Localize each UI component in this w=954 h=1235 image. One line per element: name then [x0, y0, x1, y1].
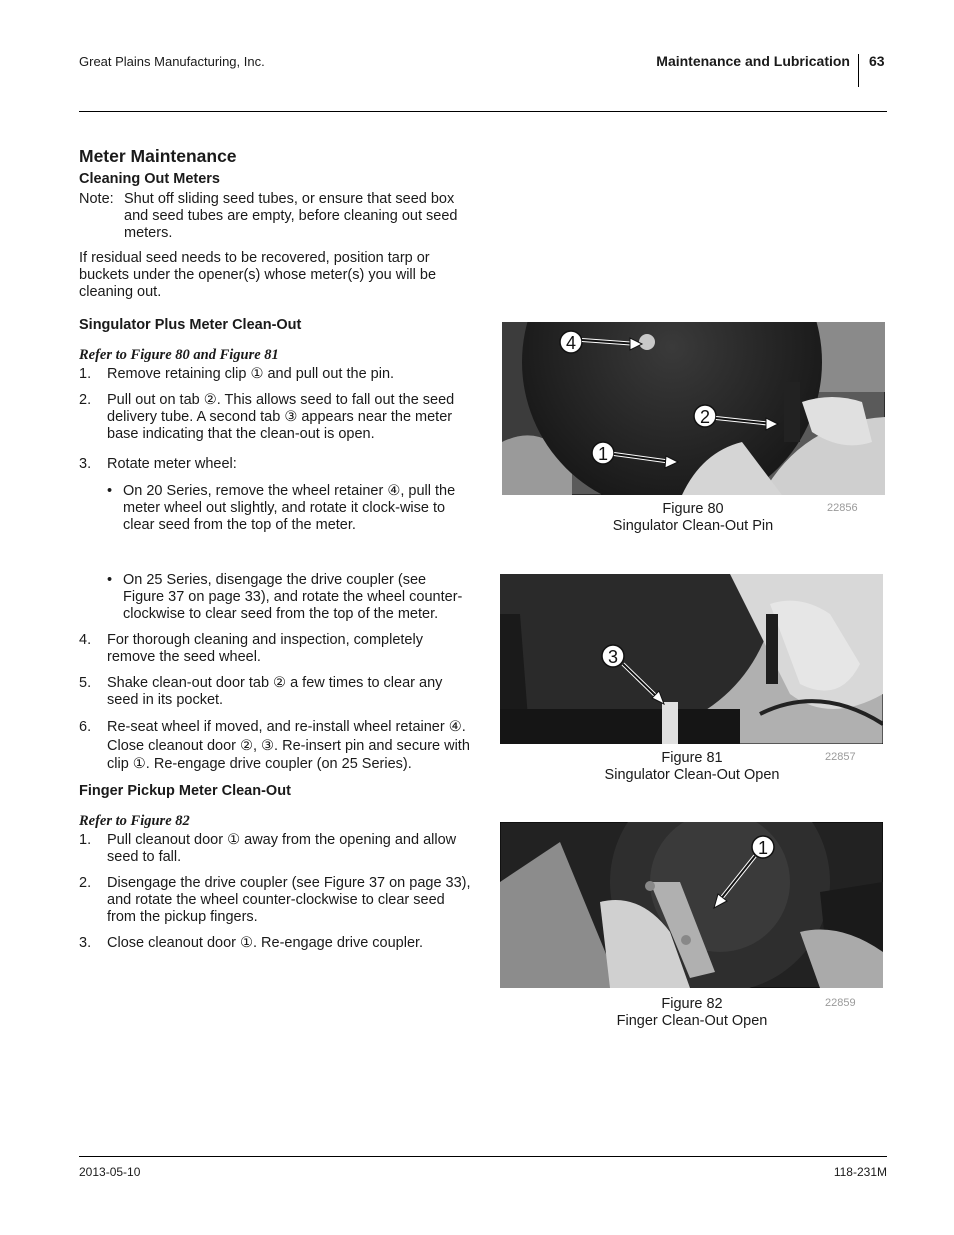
list-item: [79, 632, 471, 666]
step-text: Disengage the drive coupler (see Figure 37 on page 33), and rotate the wheel counter-clockwise to clear seed from the pickup fingers.: [107, 874, 471, 925]
text-column: [79, 148, 471, 961]
footer-doc-number: 118-231M: [833, 1165, 887, 1179]
step-text: Shake clean-out door tab ② a few times to clear any seed in its pocket.: [107, 675, 443, 708]
figure-80-caption: [590, 501, 796, 535]
step-number: 6.: [79, 719, 92, 735]
subsection-heading: Cleaning Out Meters: [79, 171, 220, 187]
figure-80-label: Figure 80: [662, 501, 724, 517]
figure-81-photo: [500, 574, 883, 744]
step-number: 1.: [79, 831, 92, 848]
step-text: Pull out on tab ②. This allows seed to fall out the seed delivery tube. A second tab ③ appears near the meter base indicating that the clean-out is open.: [107, 392, 455, 442]
step-number: 4.: [79, 632, 92, 648]
callout-4-label: 4: [565, 333, 577, 353]
figure-81-label: Figure 81: [661, 750, 723, 766]
note-label: Note:: [79, 191, 114, 207]
list-item: [79, 675, 471, 709]
step-text: Rotate meter wheel:: [107, 456, 237, 472]
bullet-text: On 20 Series, remove the wheel retainer ④, pull the meter wheel out slightly, and rotate it clock-wise to clear seed from the top of the meter.: [123, 483, 456, 533]
figure-80-code: 22856: [827, 502, 858, 514]
step-number: 2.: [79, 392, 92, 408]
note: [79, 191, 471, 242]
step-text: Remove retaining clip ① and pull out the pin.: [107, 366, 395, 382]
intro-paragraph: If residual seed needs to be recovered, position tarp or buckets under the opener(s) whose meter(s) you will be cleaning out.: [79, 250, 437, 300]
figure-82-code: 22859: [825, 997, 856, 1009]
company-name: Great Plains Manufacturing, Inc.: [79, 54, 265, 69]
footer-date: 2013-05-10: [79, 1165, 141, 1179]
bullet-item: [107, 572, 471, 623]
callout-2-label: 2: [699, 407, 711, 427]
figure-82-caption: [590, 996, 794, 1030]
step-text: Pull cleanout door ① away from the opening and allow seed to fall.: [107, 831, 457, 865]
singulator-reference: Refer to Figure 80 and Figure 81: [79, 347, 279, 363]
step-number: 1.: [79, 366, 92, 382]
section-title: Maintenance and Lubrication: [656, 53, 850, 69]
step-text: Close cleanout door ①. Re-engage drive coupler.: [107, 934, 424, 951]
figure-82-title: Finger Clean-Out Open: [616, 1013, 768, 1029]
finger-reference: Refer to Figure 82: [79, 812, 190, 829]
list-item: [79, 456, 471, 473]
footer-rule: [79, 1156, 887, 1157]
list-item: [79, 832, 471, 866]
list-item: [79, 366, 471, 383]
note-text: Shut off sliding seed tubes, or ensure that seed box and seed tubes are empty, before cleaning out seed meters.: [124, 191, 458, 241]
figure-81-code: 22857: [825, 751, 856, 763]
step-number: 5.: [79, 675, 92, 691]
header-divider: [858, 54, 859, 87]
figure-81-title: Singulator Clean-Out Open: [604, 767, 780, 783]
step-text: Re-seat wheel if moved, and re-install wheel retainer ④. Close cleanout door ②, ③. Re-insert pin and secure with clip ①. Re-engage drive coupler (on 25 Series).: [107, 719, 470, 772]
list-item: [79, 875, 471, 926]
bullet-item: [107, 483, 471, 534]
page-number: 63: [869, 53, 885, 69]
figure-82-label: Figure 82: [661, 996, 723, 1012]
bullet-text: On 25 Series, disengage the drive coupler (see Figure 37 on page 33), and rotate the wheel counter-clockwise to clear seed from the top of the meter.: [123, 572, 463, 622]
finger-heading: Finger Pickup Meter Clean-Out: [79, 782, 291, 799]
callout-3-label: 3: [607, 647, 619, 667]
step-number: 2.: [79, 874, 92, 891]
list-item: [79, 392, 471, 443]
header-rule: [79, 111, 887, 112]
callout-1-label: 1: [757, 838, 769, 858]
figure-81-caption: [590, 750, 794, 784]
figure-80-title: Singulator Clean-Out Pin: [612, 518, 774, 534]
bullet-dot: •: [107, 483, 113, 499]
list-item: [79, 935, 471, 952]
step-number: 3.: [79, 456, 92, 472]
figure-82-photo: [500, 822, 883, 988]
list-item: [79, 718, 471, 774]
bullet-dot: •: [107, 572, 113, 588]
step-number: 3.: [79, 934, 92, 951]
callout-1-label: 1: [597, 444, 609, 464]
figure-80-photo: [502, 322, 885, 495]
step-text: For thorough cleaning and inspection, completely remove the seed wheel.: [107, 632, 423, 665]
section-heading: Meter Maintenance: [79, 146, 237, 166]
singulator-heading: Singulator Plus Meter Clean-Out: [79, 317, 302, 333]
